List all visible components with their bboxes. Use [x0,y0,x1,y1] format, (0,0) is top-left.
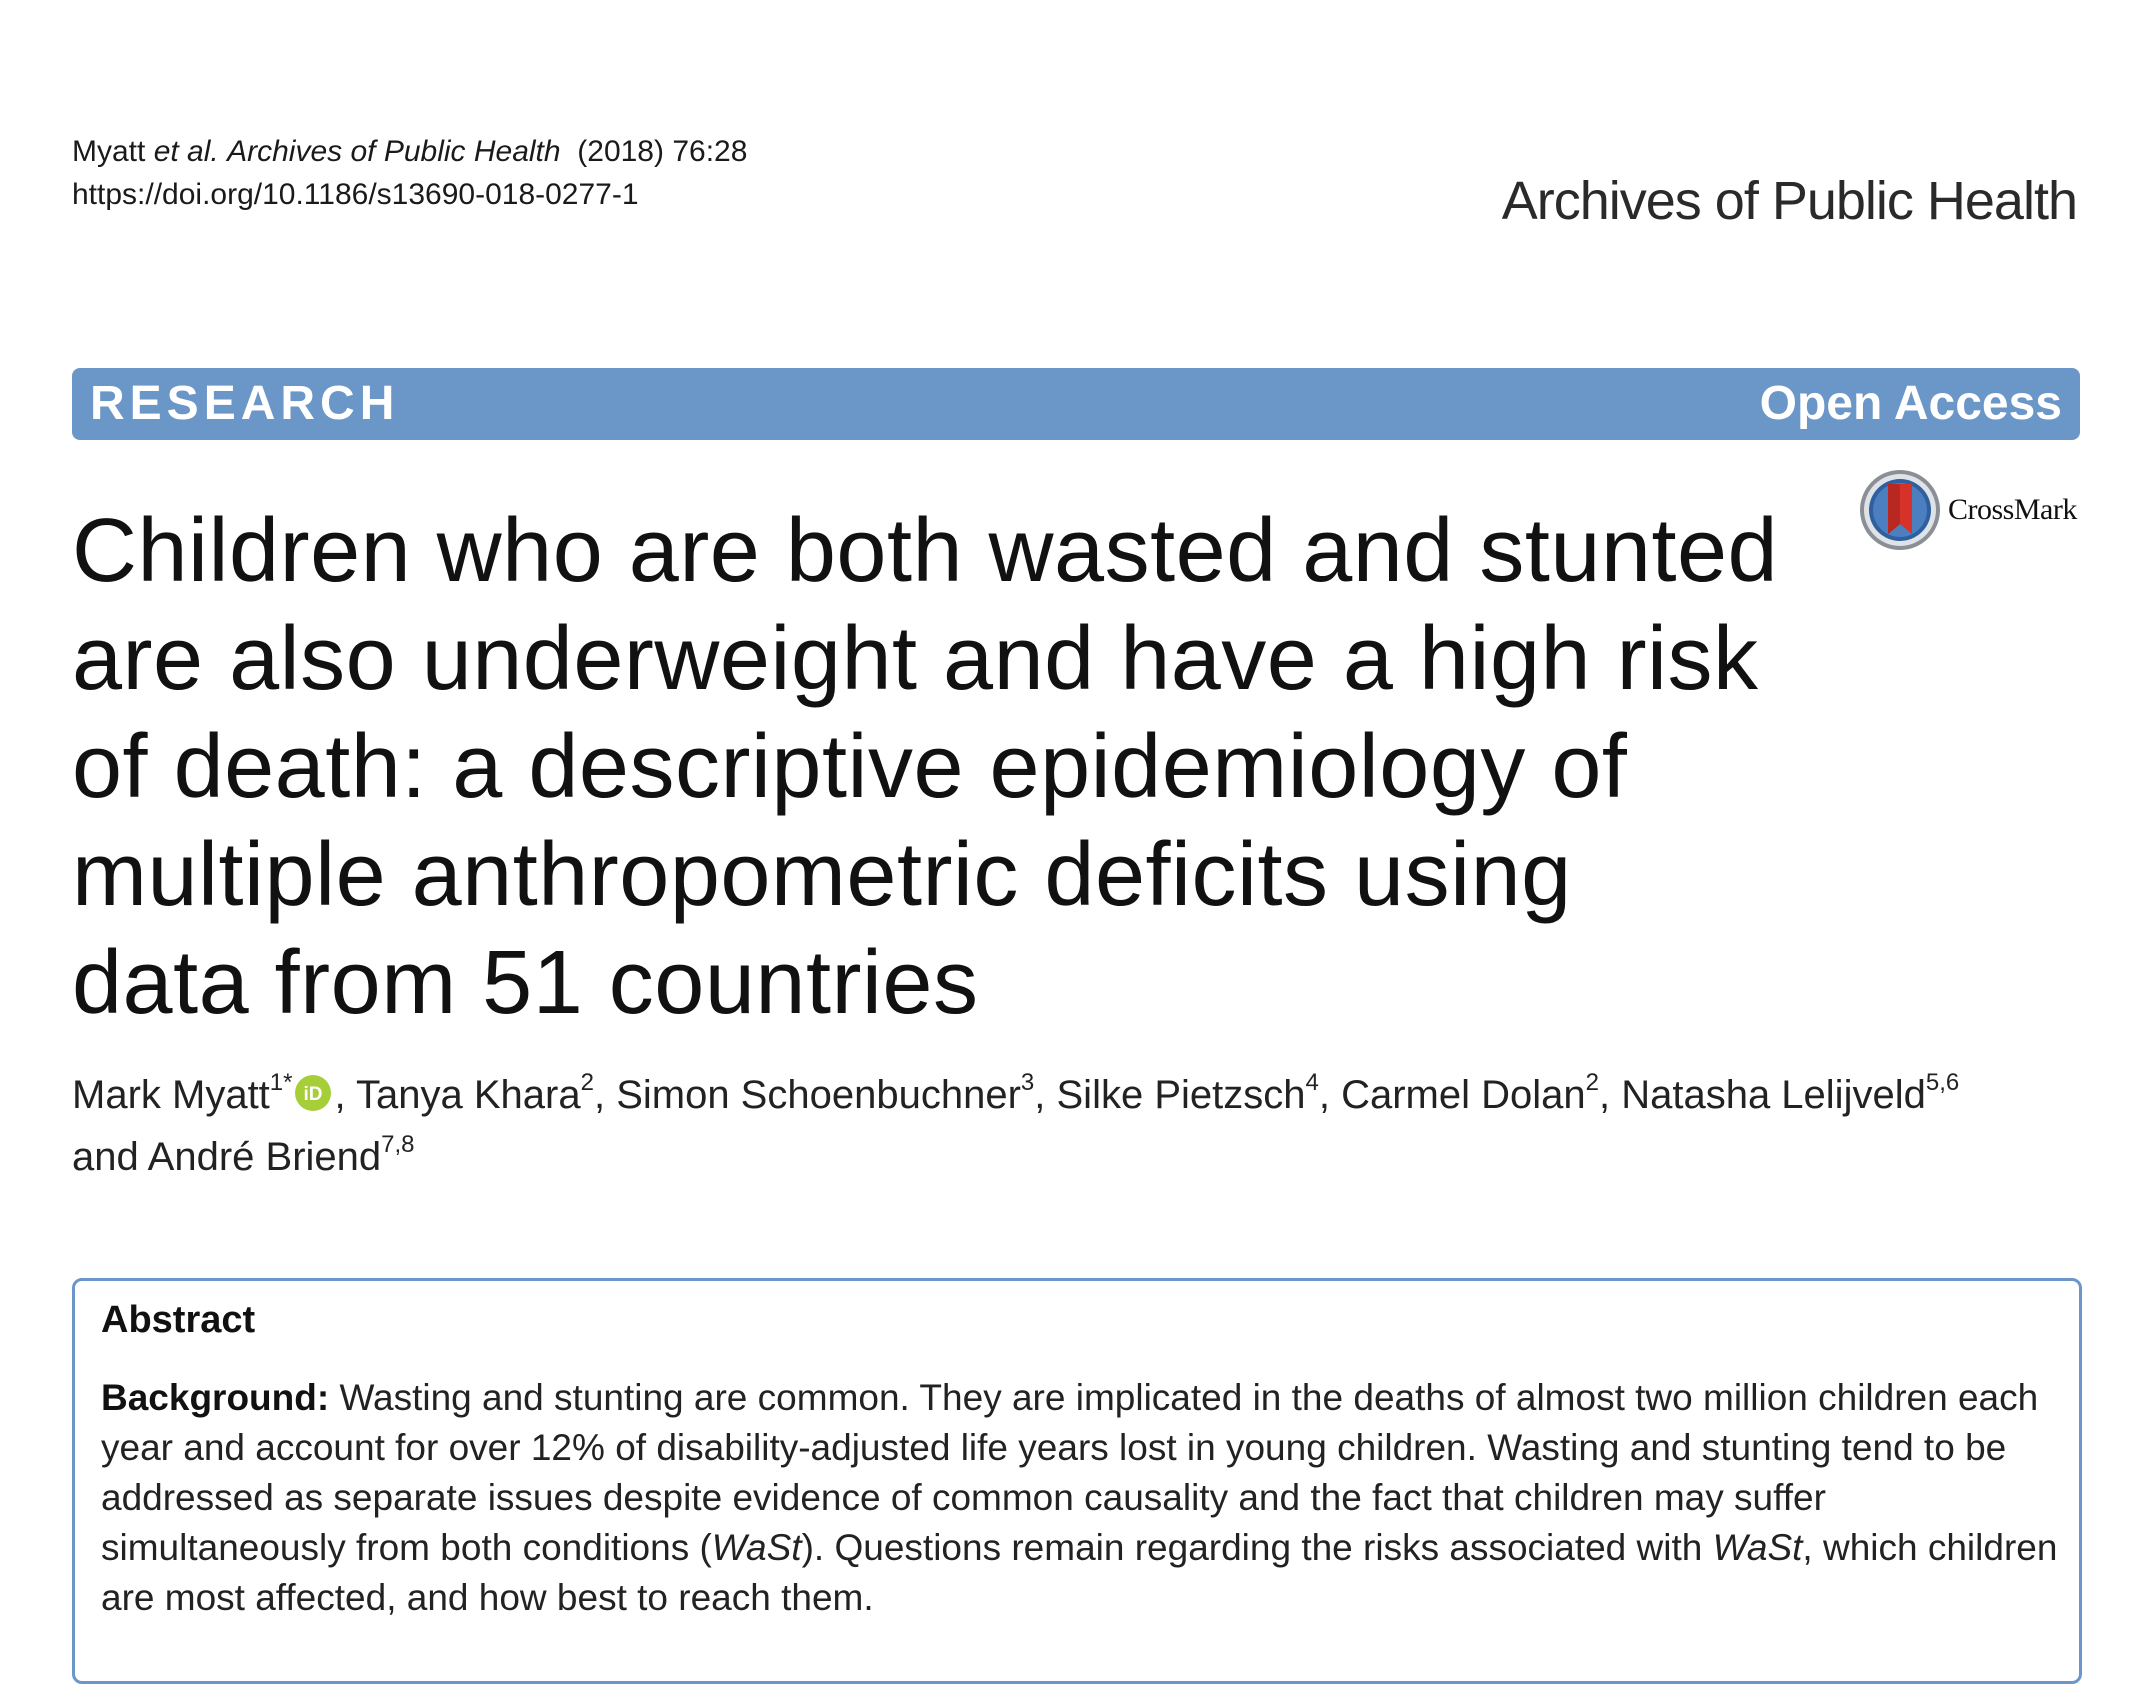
background-text: , which children are most affected, and how best to reach them. [101,1527,2058,1618]
author-separator: and [72,1135,148,1179]
citation-etal: et al. [153,135,219,168]
title-line: Children who are both wasted and stunted [72,501,1779,601]
author-separator: , [593,1073,617,1117]
citation-block [72,130,747,216]
author-name[interactable]: Mark Myatt [72,1073,270,1117]
author-affiliation: 7,8 [381,1131,415,1158]
author-name[interactable]: Silke Pietzsch [1056,1073,1306,1117]
author-separator: , [1598,1073,1622,1117]
title-line: multiple anthropometric deficits using [72,825,1572,925]
author-separator: , [1034,1073,1057,1117]
author-name[interactable]: Natasha Lelijveld [1621,1073,1926,1117]
orcid-icon[interactable] [294,1070,332,1128]
wast-term: WaSt [711,1527,802,1568]
author-name[interactable]: Simon Schoenbuchner [616,1073,1021,1117]
author-affiliation: 2 [580,1069,594,1096]
wast-term: WaSt [1712,1527,1803,1568]
background-label: Background: [101,1377,330,1418]
article-type: RESEARCH [90,377,400,430]
author-affiliation: 3 [1020,1069,1035,1096]
background-text: Wasting and stunting are common. They are implicated in the deaths of almost two million children each year and account for over 12% of disability-adjusted life years lost in young children. Wasting and stunting tend to be addressed as separate issues despite evidence of common causality and the fact that children may suffer simultaneously from both conditions ( [101,1377,2039,1568]
citation-line [72,130,747,173]
article-title [72,497,1832,1037]
svg-text:iD: iD [303,1084,323,1105]
doi-link[interactable]: https://doi.org/10.1186/s13690-018-0277-1 [72,178,639,211]
author-affiliation: 4 [1305,1069,1319,1096]
abstract-background [101,1373,2061,1623]
abstract-box [72,1278,2082,1684]
citation-volume: (2018) 76:28 [577,135,748,168]
author-name[interactable]: Carmel Dolan [1341,1073,1586,1117]
author-name[interactable]: André Briend [147,1135,382,1179]
title-line: are also underweight and have a high risk [72,609,1759,709]
crossmark-badge[interactable] [1858,468,2077,552]
citation-journal: Archives of Public Health [227,135,561,168]
author-affiliation: 5,6 [1925,1069,1960,1096]
title-line: data from 51 countries [72,933,979,1033]
open-access-label: Open Access [1759,377,2062,430]
author-name[interactable]: Tanya Khara [356,1073,581,1117]
author-affiliation: 1* [269,1069,293,1096]
crossmark-label: CrossMark [1948,493,2077,526]
author-list [72,1066,2072,1186]
article-type-banner [72,368,2080,440]
title-line: of death: a descriptive epidemiology of [72,717,1628,817]
journal-name: Archives of Public Health [1501,171,2077,231]
abstract-heading: Abstract [101,1299,256,1341]
author-separator: , [1318,1073,1342,1117]
author-separator: , [334,1073,356,1117]
author-affiliation: 2 [1585,1069,1599,1096]
background-text: ). Questions remain regarding the risks associated with [801,1527,1713,1568]
citation-author: Myatt [72,135,146,168]
crossmark-icon [1858,468,1942,552]
